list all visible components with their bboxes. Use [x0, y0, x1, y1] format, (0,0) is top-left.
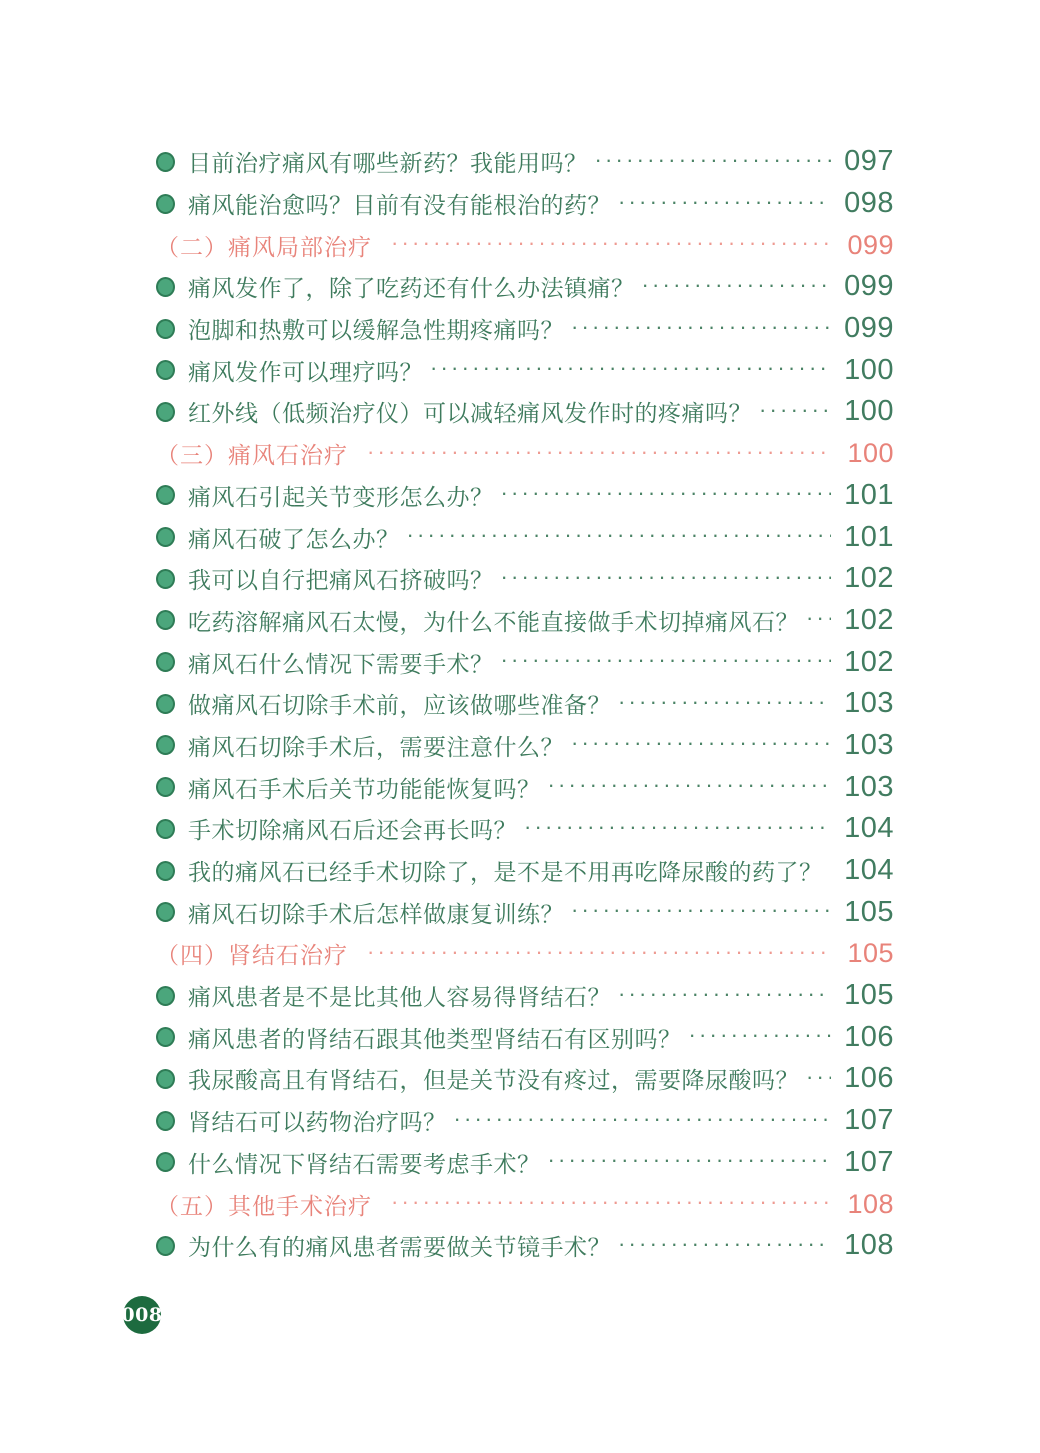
- dot-leader: [501, 649, 832, 671]
- toc-entry-title: 红外线（低频治疗仪）可以减轻痛风发作时的疼痛吗？: [188, 400, 752, 427]
- dot-leader: [759, 399, 831, 421]
- bullet-icon: [156, 902, 175, 922]
- toc-item-row: [156, 850, 894, 892]
- toc-page-number: 101: [844, 478, 894, 511]
- dot-leader: [595, 149, 832, 171]
- toc-item-row: [156, 516, 894, 558]
- toc-page-number: 107: [844, 1104, 894, 1137]
- bullet-icon: [156, 569, 175, 589]
- toc-item-row: [156, 141, 894, 183]
- bullet-icon: [156, 277, 175, 297]
- dot-leader: [454, 1108, 832, 1130]
- toc-page-number: 103: [844, 728, 894, 761]
- toc-entry-title: 泡脚和热敷可以缓解急性期疼痛吗？: [188, 317, 564, 344]
- toc-page-number: 102: [844, 603, 894, 636]
- toc-entry-title: 我尿酸高且有肾结石，但是关节没有疼过，需要降尿酸吗？: [188, 1067, 799, 1094]
- bullet-icon: [156, 986, 175, 1006]
- toc-item-row: [156, 349, 894, 391]
- toc-page-number: 099: [847, 229, 894, 260]
- toc-list: [156, 141, 894, 1267]
- toc-entry-title: 痛风石破了怎么办？: [188, 525, 400, 552]
- toc-section-row: [156, 1183, 894, 1225]
- toc-item-row: [156, 475, 894, 517]
- dot-leader: [618, 691, 831, 713]
- toc-item-row: [156, 975, 894, 1017]
- toc-entry-title: 痛风发作可以理疗吗？: [188, 358, 423, 385]
- toc-page-number: 105: [844, 895, 894, 928]
- toc-entry-title: 做痛风石切除手术前，应该做哪些准备？: [188, 692, 611, 719]
- bullet-icon: [156, 402, 175, 422]
- toc-page-number: 102: [844, 645, 894, 678]
- toc-section-row: [156, 433, 894, 475]
- dot-leader: [548, 774, 832, 796]
- bullet-icon: [156, 1027, 175, 1047]
- toc-page-number: 104: [844, 812, 894, 845]
- toc-item-row: [156, 391, 894, 433]
- toc-page-number: 107: [844, 1145, 894, 1178]
- toc-section-title: （四）肾结石治疗: [156, 942, 348, 969]
- toc-entry-title: 肾结石可以药物治疗吗？: [188, 1109, 447, 1136]
- toc-page-number: 100: [844, 395, 894, 428]
- toc-entry-title: 痛风患者的肾结石跟其他类型肾结石有区别吗？: [188, 1025, 682, 1052]
- toc-page-number: 099: [844, 312, 894, 345]
- toc-page-number: 103: [844, 770, 894, 803]
- toc-page-number: 098: [844, 187, 894, 220]
- dot-leader: [618, 983, 831, 1005]
- bullet-icon: [156, 610, 175, 630]
- toc-entry-title: 痛风石切除手术后怎样做康复训练？: [188, 900, 564, 927]
- bullet-icon: [156, 1236, 175, 1256]
- dot-leader: [407, 524, 832, 546]
- page-number-badge: 008: [123, 1296, 161, 1334]
- dot-leader: [355, 941, 831, 963]
- toc-item-row: [156, 808, 894, 850]
- toc-entry-title: 我可以自行把痛风石挤破吗？: [188, 567, 494, 594]
- toc-entry-title: 为什么有的痛风患者需要做关节镜手术？: [188, 1234, 611, 1261]
- dot-leader: [571, 732, 831, 754]
- toc-entry-title: 痛风石什么情况下需要手术？: [188, 650, 494, 677]
- toc-page-number: 100: [844, 353, 894, 386]
- toc-item-row: [156, 600, 894, 642]
- toc-item-row: [156, 891, 894, 933]
- toc-section-title: （二）痛风局部治疗: [156, 233, 372, 260]
- bullet-icon: [156, 1069, 175, 1089]
- toc-entry-title: 手术切除痛风石后还会再长吗？: [188, 817, 517, 844]
- toc-item-row: [156, 1058, 894, 1100]
- bullet-icon: [156, 152, 175, 172]
- toc-section-row: [156, 224, 894, 266]
- toc-page-number: 103: [844, 687, 894, 720]
- dot-leader: [524, 816, 831, 838]
- toc-entry-title: 痛风石引起关节变形怎么办？: [188, 483, 494, 510]
- dot-leader: [501, 482, 832, 504]
- bullet-icon: [156, 485, 175, 505]
- bullet-icon: [156, 194, 175, 214]
- dot-leader: [548, 1149, 832, 1171]
- toc-item-row: [156, 766, 894, 808]
- toc-item-row: [156, 641, 894, 683]
- dot-leader: [571, 316, 831, 338]
- bullet-icon: [156, 1111, 175, 1131]
- toc-item-row: [156, 725, 894, 767]
- toc-page-number: 108: [847, 1188, 894, 1219]
- dot-leader: [430, 357, 831, 379]
- dot-leader: [642, 274, 832, 296]
- toc-page-number: 102: [844, 562, 894, 595]
- toc-item-row: [156, 1225, 894, 1267]
- toc-item-row: [156, 308, 894, 350]
- dot-leader: [571, 899, 831, 921]
- dot-leader: [501, 566, 832, 588]
- toc-page-number: 100: [847, 438, 894, 469]
- toc-section-row: [156, 933, 894, 975]
- dot-leader: [618, 191, 831, 213]
- bullet-icon: [156, 777, 175, 797]
- bullet-icon: [156, 527, 175, 547]
- toc-item-row: [156, 1100, 894, 1142]
- toc-item-row: [156, 1016, 894, 1058]
- dot-leader: [830, 858, 832, 880]
- dot-leader: [355, 441, 831, 463]
- toc-page-number: 097: [844, 145, 894, 178]
- bullet-icon: [156, 1152, 175, 1172]
- toc-page-number: 101: [844, 520, 894, 553]
- toc-item-row: [156, 558, 894, 600]
- toc-entry-title: 什么情况下肾结石需要考虑手术？: [188, 1150, 541, 1177]
- toc-entry-title: 痛风患者是不是比其他人容易得肾结石？: [188, 984, 611, 1011]
- toc-page-number: 105: [847, 938, 894, 969]
- toc-entry-title: 我的痛风石已经手术切除了，是不是不用再吃降尿酸的药了？: [188, 859, 823, 886]
- bullet-icon: [156, 861, 175, 881]
- toc-entry-title: 痛风石切除手术后，需要注意什么？: [188, 733, 564, 760]
- toc-section-title: （三）痛风石治疗: [156, 442, 348, 469]
- dot-leader: [689, 1024, 832, 1046]
- dot-leader: [379, 232, 831, 254]
- toc-entry-title: 痛风石手术后关节功能能恢复吗？: [188, 775, 541, 802]
- toc-page-number: 108: [844, 1229, 894, 1262]
- bullet-icon: [156, 360, 175, 380]
- toc-page-number: 104: [844, 854, 894, 887]
- dot-leader: [618, 1233, 831, 1255]
- toc-entry-title: 吃药溶解痛风石太慢，为什么不能直接做手术切掉痛风石？: [188, 608, 799, 635]
- toc-item-row: [156, 1142, 894, 1184]
- toc-item-row: [156, 183, 894, 225]
- toc-entry-title: 痛风发作了，除了吃药还有什么办法镇痛？: [188, 275, 635, 302]
- dot-leader: [806, 607, 831, 629]
- toc-item-row: [156, 266, 894, 308]
- dot-leader: [806, 1066, 831, 1088]
- bullet-icon: [156, 694, 175, 714]
- toc-entry-title: 目前治疗痛风有哪些新药？我能用吗？: [188, 150, 588, 177]
- bullet-icon: [156, 819, 175, 839]
- toc-section-title: （五）其他手术治疗: [156, 1192, 372, 1219]
- toc-page-number: 099: [844, 270, 894, 303]
- toc-item-row: [156, 683, 894, 725]
- toc-entry-title: 痛风能治愈吗？目前有没有能根治的药？: [188, 192, 611, 219]
- dot-leader: [379, 1191, 831, 1213]
- toc-page-number: 105: [844, 979, 894, 1012]
- bullet-icon: [156, 652, 175, 672]
- toc-page-number: 106: [844, 1062, 894, 1095]
- bullet-icon: [156, 735, 175, 755]
- toc-page-number: 106: [844, 1020, 894, 1053]
- bullet-icon: [156, 319, 175, 339]
